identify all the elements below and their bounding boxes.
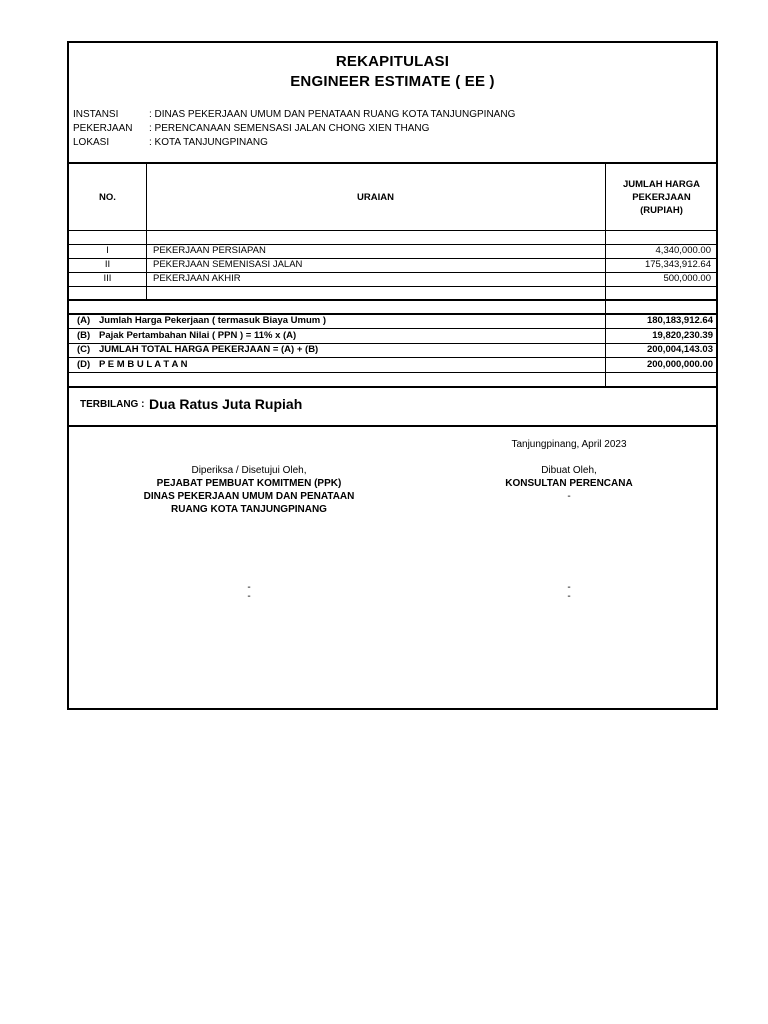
- info-value: : DINAS PEKERJAAN UMUM DAN PENATAAN RUANG KOTA TANJUNGPINANG: [149, 109, 516, 120]
- col-header-jumlah-line1: JUMLAH HARGA: [622, 179, 701, 190]
- sig-left-name: [229, 583, 269, 601]
- row-jumlah: 4,340,000.00: [655, 245, 711, 256]
- info-value: : PERENCANAAN SEMENSASI JALAN CHONG XIEN THANG: [149, 123, 430, 134]
- table-header-bottom: [69, 230, 716, 231]
- summary-value: 200,004,143.03: [646, 344, 713, 355]
- col-header-uraian: URAIAN: [357, 192, 394, 203]
- signature-right: [489, 464, 649, 503]
- row-jumlah: 500,000.00: [663, 273, 711, 284]
- sig-right-line1: Dibuat Oleh,: [541, 465, 597, 476]
- info-lokasi: [73, 137, 268, 148]
- col-header-no: NO.: [99, 192, 116, 203]
- sig-right-name-text: -: [567, 582, 571, 593]
- terbilang-value: Dua Ratus Juta Rupiah: [149, 396, 303, 412]
- info-label: PEKERJAAN: [73, 123, 133, 134]
- summary-divider: [69, 372, 716, 373]
- summary-label: Pajak Pertambahan Nilai ( PPN ) = 11% x (A): [99, 330, 297, 341]
- sig-left-line2: PEJABAT PEMBUAT KOMITMEN (PPK): [156, 478, 342, 489]
- row-no: II: [104, 259, 111, 270]
- sig-right-name: [549, 583, 589, 601]
- sig-left-line1: Diperiksa / Disetujui Oleh,: [191, 465, 307, 476]
- sig-right-line2: KONSULTAN PERENCANA: [505, 478, 633, 489]
- document-sheet: [67, 41, 718, 710]
- signature-left: [129, 464, 369, 516]
- summary-label: P E M B U L A T A N: [99, 359, 188, 370]
- sig-left-line3: DINAS PEKERJAAN UMUM DAN PENATAAN: [143, 491, 355, 502]
- summary-code: (B): [77, 330, 91, 341]
- sig-right-line3: -: [567, 491, 571, 502]
- col-header-jumlah-line2: PEKERJAAN: [632, 192, 691, 203]
- summary-value: 19,820,230.39: [652, 330, 713, 341]
- col-divider-no: [146, 163, 147, 300]
- summary-divider: [69, 357, 716, 358]
- table-top-border: [69, 162, 716, 164]
- row-uraian: PEKERJAAN SEMENISASI JALAN: [153, 259, 303, 270]
- info-value: : KOTA TANJUNGPINANG: [149, 137, 268, 148]
- terbilang-bottom-border: [69, 425, 716, 427]
- info-label: INSTANSI: [73, 109, 119, 120]
- summary-value: 180,183,912.64: [646, 315, 713, 326]
- sig-left-name-text: -: [247, 582, 251, 593]
- summary-label: Jumlah Harga Pekerjaan ( termasuk Biaya Umum ): [99, 315, 327, 326]
- col-header-jumlah: [605, 178, 718, 217]
- info-pekerjaan: [73, 123, 429, 134]
- info-label: LOKASI: [73, 137, 110, 148]
- info-instansi: [73, 109, 515, 120]
- table-divider: [69, 299, 716, 301]
- summary-bottom-border: [69, 386, 716, 388]
- document-subtitle: ENGINEER ESTIMATE ( EE ): [290, 73, 495, 90]
- sig-right-nip-text: -: [567, 591, 571, 602]
- row-no: III: [103, 273, 112, 284]
- row-uraian: PEKERJAAN PERSIAPAN: [153, 245, 266, 256]
- col-header-jumlah-line3: (RUPIAH): [640, 205, 683, 216]
- sig-left-nip-text: -: [247, 591, 251, 602]
- summary-code: (A): [77, 315, 91, 326]
- place-date: Tanjungpinang, April 2023: [511, 439, 627, 450]
- table-divider: [69, 286, 716, 287]
- summary-code: (D): [77, 359, 91, 370]
- summary-value: 200,000,000.00: [646, 359, 713, 370]
- summary-label: JUMLAH TOTAL HARGA PEKERJAAN = (A) + (B): [99, 344, 319, 355]
- row-jumlah: 175,343,912.64: [644, 259, 711, 270]
- document-title: REKAPITULASI: [335, 53, 450, 70]
- terbilang-label: TERBILANG :: [80, 399, 145, 410]
- sig-left-line4: RUANG KOTA TANJUNGPINANG: [171, 504, 327, 515]
- row-no: I: [106, 245, 109, 256]
- row-uraian: PEKERJAAN AKHIR: [153, 273, 241, 284]
- summary-code: (C): [77, 344, 91, 355]
- summary-divider: [69, 328, 716, 329]
